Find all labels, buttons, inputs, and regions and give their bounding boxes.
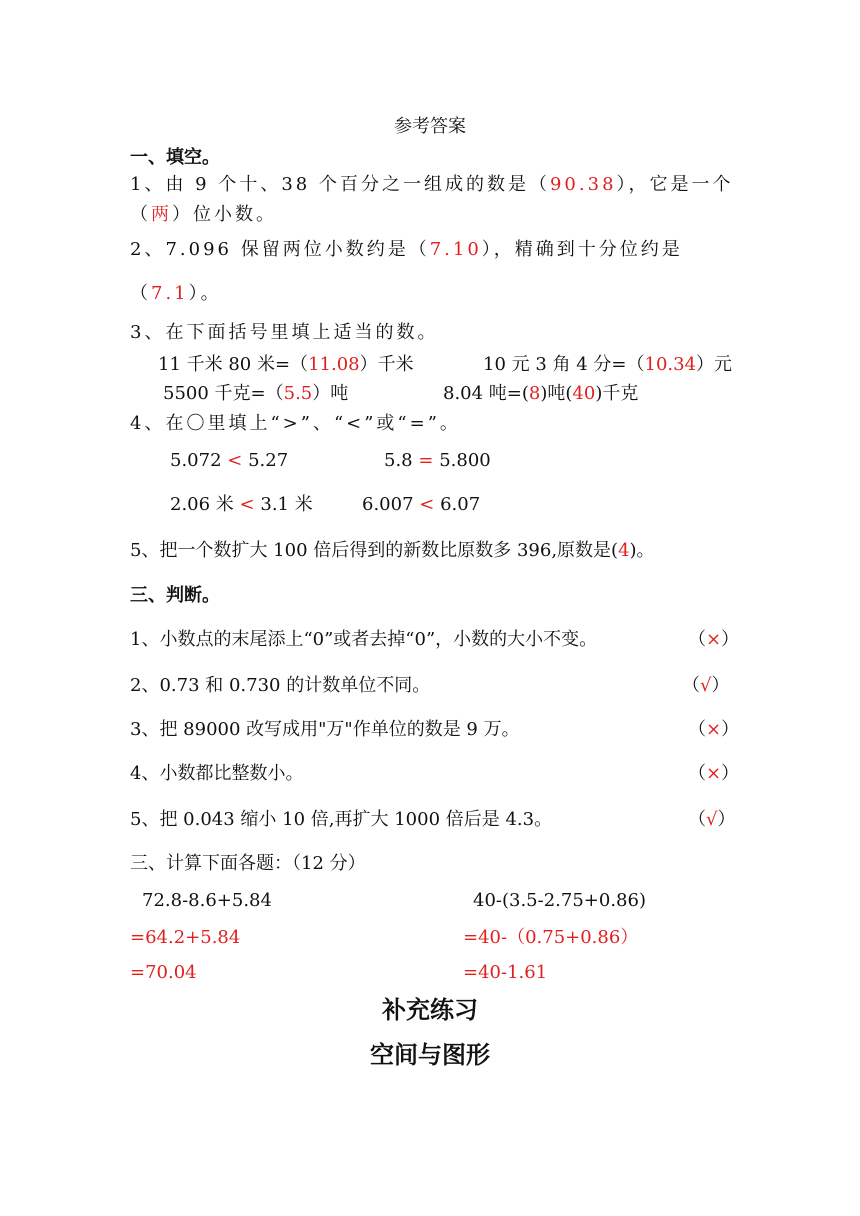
- section-fill-heading: 一、填空。: [130, 147, 220, 168]
- question-3-row-2b: 8.04 吨=(8)吨(40)千克: [443, 383, 639, 404]
- question-3-row-2a: 5500 千克=（5.5）吨: [163, 383, 349, 404]
- judge-mark-3: （×）: [688, 719, 740, 740]
- answer: 10.34: [644, 354, 697, 375]
- answer: 7.1: [151, 283, 189, 304]
- judge-item-3: 3、把 89000 改写成用"万"作单位的数是 9 万。: [130, 719, 520, 740]
- answer: 11.08: [308, 354, 360, 375]
- section-judge-heading: 三、判断。: [130, 585, 220, 606]
- answer: 7.10: [429, 239, 482, 260]
- answer: 两: [151, 204, 172, 225]
- question-5: 5、把一个数扩大 100 倍后得到的新数比原数多 396,原数是(4)。: [130, 540, 655, 561]
- judge-mark-2: （√）: [682, 675, 730, 696]
- answer: 5.5: [283, 383, 313, 404]
- calc-right-step-1: =40-（0.75+0.86）: [463, 927, 639, 948]
- compare-3: 2.06 米 < 3.1 米: [170, 494, 313, 515]
- answer: <: [419, 494, 435, 515]
- judge-item-2: 2、0.73 和 0.730 的计数单位不同。: [130, 675, 431, 696]
- question-3-row-1b: 10 元 3 角 4 分=（10.34）元: [483, 354, 733, 375]
- judge-item-4: 4、小数都比整数小。: [130, 763, 304, 784]
- judge-mark-1: （×）: [688, 629, 740, 650]
- question-1-line-1: 1、由 9 个十、38 个百分之一组成的数是（90.38），它是一个: [130, 174, 734, 195]
- answer: 4: [618, 540, 630, 561]
- answer: 8: [528, 383, 541, 404]
- page-title: 参考答案: [394, 116, 466, 137]
- geometry-title: 空间与图形: [370, 1041, 490, 1069]
- answer: 40: [572, 383, 596, 404]
- question-3-head: 3、在下面括号里填上适当的数。: [130, 322, 439, 343]
- question-3-row-1a: 11 千米 80 米=（11.08）千米: [158, 354, 414, 375]
- calc-left-expression: 72.8-8.6+5.84: [142, 890, 272, 911]
- question-4-head: 4、在〇里填上“>”、“<”或“=”。: [130, 413, 461, 434]
- question-2-line-2: （7.1）。: [130, 283, 222, 304]
- compare-1: 5.072 < 5.27: [170, 450, 289, 471]
- question-1-line-2: （两）位小数。: [130, 204, 277, 225]
- calc-right-expression: 40-(3.5-2.75+0.86): [473, 890, 646, 911]
- judge-item-1: 1、小数点的末尾添上“0”或者去掉“0”，小数的大小不变。: [130, 629, 598, 650]
- question-2-line-1: 2、7.096 保留两位小数约是（7.10），精确到十分位约是: [130, 239, 683, 260]
- compare-4: 6.007 < 6.07: [362, 494, 481, 515]
- supplement-title: 补充练习: [382, 996, 478, 1024]
- calc-left-step-2: =70.04: [130, 962, 197, 983]
- answer: 90.38: [549, 174, 617, 195]
- answer: =: [418, 450, 434, 471]
- judge-item-5: 5、把 0.043 缩小 10 倍,再扩大 1000 倍后是 4.3。: [130, 809, 553, 830]
- judge-mark-4: （×）: [688, 763, 740, 784]
- judge-mark-5: （√）: [688, 809, 736, 830]
- calc-heading: 三、计算下面各题：（12 分）: [130, 853, 366, 874]
- answer: <: [227, 450, 243, 471]
- compare-2: 5.8 = 5.800: [384, 450, 491, 471]
- calc-left-step-1: =64.2+5.84: [130, 927, 241, 948]
- calc-right-step-2: =40-1.61: [463, 962, 548, 983]
- answer: <: [239, 494, 255, 515]
